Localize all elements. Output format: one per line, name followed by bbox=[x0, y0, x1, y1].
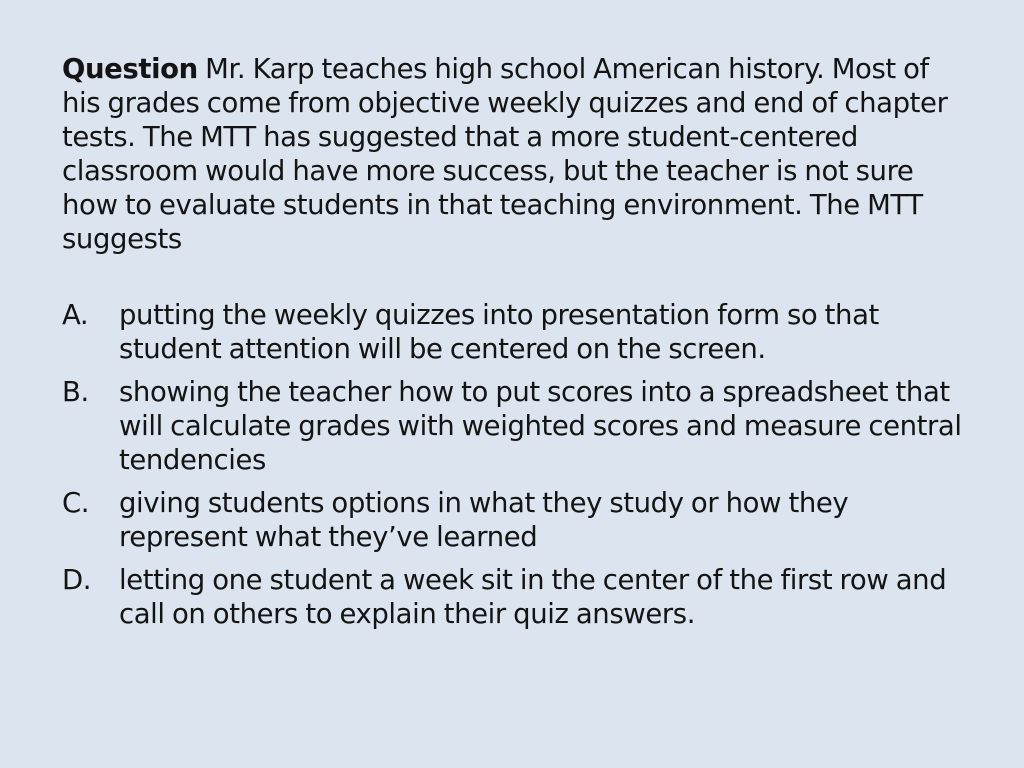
question-paragraph bbox=[62, 52, 972, 256]
option-letter: D. bbox=[62, 564, 92, 596]
answer-options bbox=[62, 298, 972, 631]
option-text: giving students options in what they study or how they represent what they’ve learned bbox=[119, 487, 849, 553]
option-c[interactable] bbox=[62, 486, 972, 554]
question-text: Mr. Karp teaches high school American history. Most of his grades come from objective weekly quizzes and end of chapter tests. The MTT has suggested that a more student-centered classroom would have more success, but the teacher is not sure how to evaluate students in that teaching environment. The MTT suggests bbox=[62, 53, 948, 255]
option-letter: A. bbox=[62, 299, 89, 331]
option-d[interactable] bbox=[62, 563, 972, 631]
option-letter: B. bbox=[62, 376, 89, 408]
option-text: putting the weekly quizzes into presentation form so that student attention will be centered on the screen. bbox=[119, 299, 879, 365]
option-text: letting one student a week sit in the center of the first row and call on others to explain their quiz answers. bbox=[119, 564, 947, 630]
option-b[interactable] bbox=[62, 375, 972, 477]
option-letter: C. bbox=[62, 487, 90, 519]
option-text: showing the teacher how to put scores into a spreadsheet that will calculate grades with weighted scores and measure central tendencies bbox=[119, 376, 962, 476]
question-label: Question bbox=[62, 53, 198, 85]
option-a[interactable] bbox=[62, 298, 972, 366]
